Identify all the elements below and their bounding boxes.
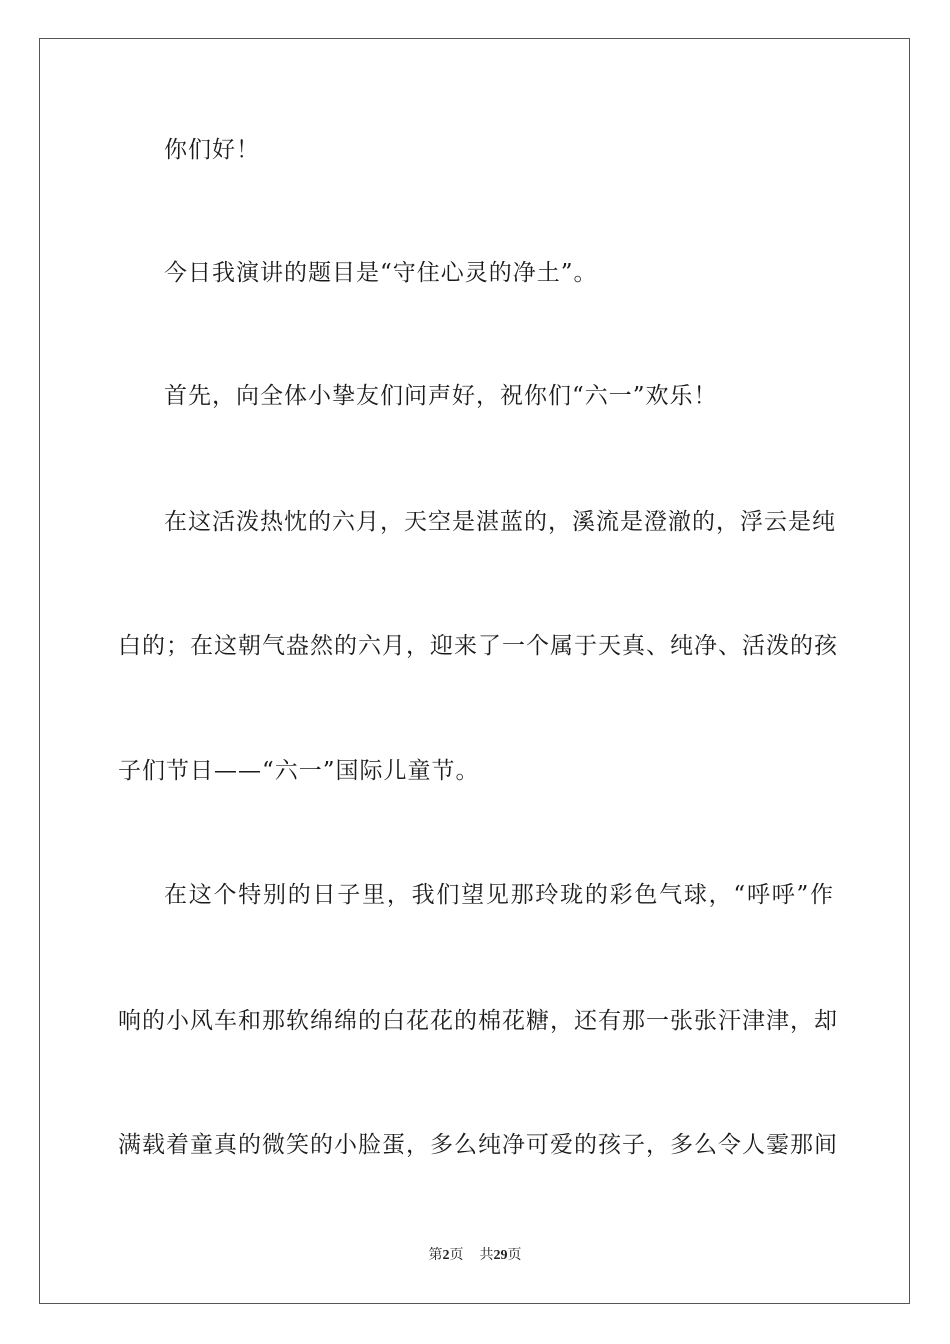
paragraph-special-day-line-1: 在这个特别的日子里，我们望见那玲珑的彩色气球，“呼呼”作 [164,882,834,908]
paragraph-wishes: 首先，向全体小挚友们问声好，祝你们“六一”欢乐！ [164,383,718,409]
paragraph-june-line-2: 白的；在这朝气盎然的六月，迎来了一个属于天真、纯净、活泼的孩 [118,633,838,659]
paragraph-speech-title: 今日我演讲的题目是“守住心灵的净土”。 [164,260,598,286]
total-label-suffix: 页 [507,1247,522,1263]
paragraph-june-line-1: 在这活泼热忱的六月，天空是湛蓝的，溪流是澄澈的，浮云是纯 [164,509,836,535]
page-label-suffix: 页 [449,1247,464,1263]
page-footer [0,1246,950,1265]
page-border [39,38,910,1304]
page-label-prefix: 第 [428,1247,443,1263]
paragraph-greeting: 你们好！ [164,137,260,163]
paragraph-special-day-line-3: 满载着童真的微笑的小脸蛋，多么纯净可爱的孩子，多么令人霎那间 [118,1132,838,1158]
paragraph-special-day-line-2: 响的小风车和那软绵绵的白花花的棉花糖，还有那一张张汗津津，却 [118,1008,838,1034]
paragraph-june-line-3: 子们节日——“六一”国际儿童节。 [118,758,480,784]
total-pages: 29 [493,1248,508,1263]
total-label-prefix: 共 [479,1247,494,1263]
page-number: 2 [442,1248,450,1263]
